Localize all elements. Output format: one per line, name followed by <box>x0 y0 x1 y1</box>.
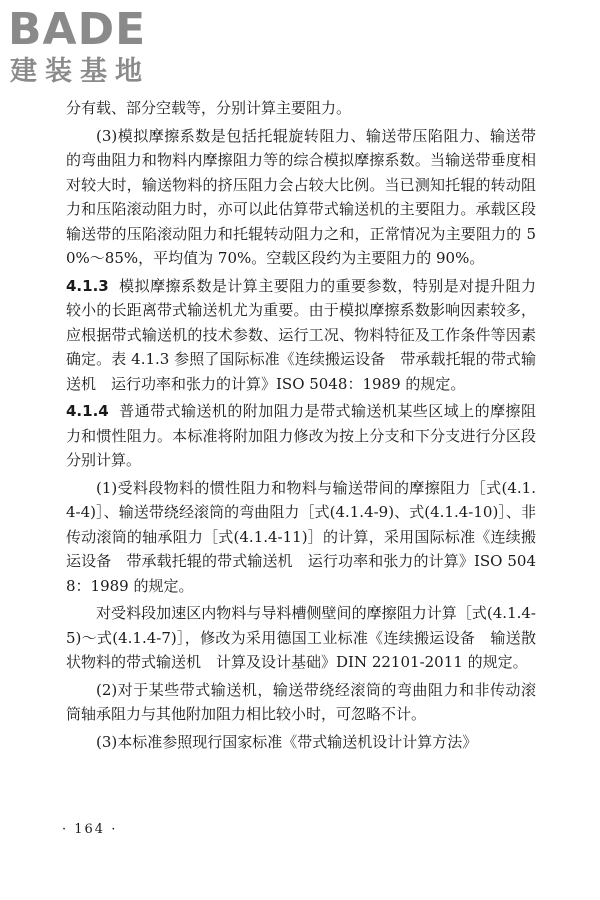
paragraph-continuation: 分有载、部分空载等，分别计算主要阻力。 <box>66 99 352 117</box>
paragraph-guide-chute-friction: 对受料段加速区内物料与导料槽侧壁间的摩擦阻力计算［式(4.1.4-5)～式(4.1.4-7)］，修改为采用德国工业标准《连续搬运设备 输送散状物料的带式输送机 计算及设计基础》DIN 22101-2011 的规定。 <box>66 604 536 671</box>
section-text: 普通带式输送机的附加阻力是带式输送机某些区域上的摩擦阻力和惯性阻力。本标准将附加阻力修改为按上分支和下分支进行分区段分别计算。 <box>66 402 536 469</box>
document-body <box>66 96 536 754</box>
section-number: 4.1.3 <box>66 276 109 295</box>
section-text: 模拟摩擦系数是计算主要阻力的重要参数，特别是对提升阻力较小的长距离带式输送机尤为重要。由于模拟摩擦系数影响因素较多，应根据带式输送机的技术参数、运行工况、物料特征及工作条件等因素确定。表 4.1.3 参照了国际标准《连续搬运设备 带承载托辊的带式输送机 运行功率和张力的计算》ISO 5048：1989 的规定。 <box>66 276 536 393</box>
paragraph-item-3-reference: (3)本标准参照现行国家标准《带式输送机设计计算方法》 <box>96 732 478 751</box>
section-4-1-3 <box>66 274 536 397</box>
page-number: · 164 · <box>62 822 118 837</box>
watermark-chinese-text: 建装基地 <box>10 56 150 87</box>
section-4-1-4 <box>66 399 536 473</box>
section-number: 4.1.4 <box>66 402 109 420</box>
bade-watermark-logo <box>8 6 178 90</box>
paragraph-item-1-resistance: (1)受料段物料的惯性阻力和物料与输送带间的摩擦阻力［式(4.1.4-4)］、输送带绕经滚筒的弯曲阻力［式(4.1.4-9)、式(4.1.4-10)］、非传动滚筒的轴承阻力［式(4.1.4-11)］的计算，采用国际标准《连续搬运设备 带承载托辊的带式输送机 运行功率和张力的计算》ISO 5048：1989 的规定。 <box>66 478 536 595</box>
paragraph-item-2-negligible: (2)对于某些带式输送机，输送带绕经滚筒的弯曲阻力和非传动滚筒轴承阻力与其他附加阻力相比较小时，可忽略不计。 <box>66 680 536 723</box>
paragraph-item-3-friction-coefficient: (3)模拟摩擦系数是包括托辊旋转阻力、输送带压陷阻力、输送带的弯曲阻力和物料内摩擦阻力等的综合模拟摩擦系数。当输送带垂度相对较大时，输送物料的挤压阻力会占较大比例。当已测知托辊的转动阻力和压陷滚动阻力时，亦可以此估算带式输送机的主要阻力。承载区段输送带的压陷滚动阻力和托辊转动阻力之和，正常情况为主要阻力的 50%～85%，平均值为 70%。空载区段约为主要阻力的 90%。 <box>66 126 536 267</box>
watermark-latin-text: BADE <box>8 4 147 55</box>
